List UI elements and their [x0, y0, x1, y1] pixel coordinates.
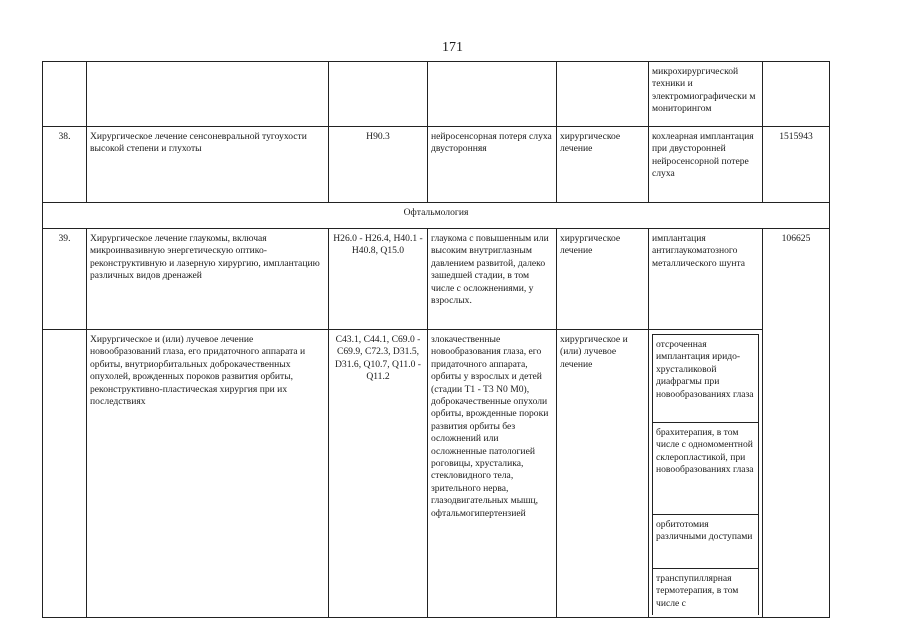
row-code-cell	[329, 62, 428, 127]
section-title: Офтальмология	[43, 203, 830, 229]
row-amount-cell: 106625	[763, 229, 830, 618]
table-row	[43, 330, 830, 618]
section-row	[43, 203, 830, 229]
row-num-cell	[43, 62, 87, 127]
row-amount-cell: 1515943	[763, 127, 830, 203]
table-row	[43, 229, 830, 330]
method-item: отсроченная имплантация иридо-хрусталиковой диафрагмы при новообразованиях глаза	[653, 335, 759, 423]
row-treatment-cell: хирургическое лечение	[557, 127, 649, 203]
page-number: 171	[442, 40, 463, 55]
row-model-cell: глаукома с повышенным или высоким внутриглазным давлением развитой, далеко зашедшей стадии, в том числе с осложнениями, у взрослых.	[428, 229, 557, 330]
method-item: брахитерапия, в том числе с одномоментной склеропластикой, при новообразованиях глаза	[653, 423, 759, 515]
row-model-cell: злокачественные новообразования глаза, его придаточного аппарата, орбиты у взрослых и детей (стадии T1 - T3 N0 M0), доброкачественные опухоли орбиты, врожденные пороки развития орбиты без осложнений или осложненные патологией роговицы, хрусталика, стекловидного тела, зрительного нерва, глазодвигательных мышц, офтальмогипертензией	[428, 330, 557, 618]
row-methods-cell	[649, 330, 763, 618]
table-row	[43, 127, 830, 203]
medical-care-table	[42, 61, 830, 618]
row-treatment-cell	[557, 62, 649, 127]
row-num-cell	[43, 330, 87, 618]
row-model-cell: нейросенсорная потеря слуха двусторонняя	[428, 127, 557, 203]
row-name-cell: Хирургическое лечение глаукомы, включая микроинвазивную энергетическую оптико-реконструктивную и лазерную хирургию, имплантацию различных видов дренажей	[87, 229, 329, 330]
row-treatment-cell: хирургическое и (или) лучевое лечение	[557, 330, 649, 618]
row-num-cell: 38.	[43, 127, 87, 203]
row-code-cell: C43.1, C44.1, C69.0 - C69.9, C72.3, D31.5, D31.6, Q10.7, Q11.0 - Q11.2	[329, 330, 428, 618]
row-name-cell: Хирургическое лечение сенсоневральной тугоухости высокой степени и глухоты	[87, 127, 329, 203]
row-num-cell: 39.	[43, 229, 87, 330]
row-name-cell	[87, 62, 329, 127]
row-amount-cell	[763, 62, 830, 127]
row-model-cell	[428, 62, 557, 127]
row-name-cell: Хирургическое и (или) лучевое лечение новообразований глаза, его придаточного аппарата и орбиты, внутриорбитальных доброкачественных опухолей, врожденных пороков развития орбиты, реконструктивно-пластическая хирургия при их последствиях	[87, 330, 329, 618]
row-code-cell: H26.0 - H26.4, H40.1 - H40.8, Q15.0	[329, 229, 428, 330]
method-item: орбитотомия различными доступами	[653, 515, 759, 569]
methods-list	[652, 334, 759, 615]
method-item: транспупиллярная термотерапия, в том числе с	[653, 569, 759, 615]
row-method-cell: имплантация антиглаукоматозного металлического шунта	[649, 229, 763, 330]
row-treatment-cell: хирургическое лечение	[557, 229, 649, 330]
row-method-cell: кохлеарная имплантация при двусторонней нейросенсорной потере слуха	[649, 127, 763, 203]
row-method-cell: микрохирургической техники и электромиографически м мониторингом	[649, 62, 763, 127]
row-code-cell: H90.3	[329, 127, 428, 203]
table-row	[43, 62, 830, 127]
